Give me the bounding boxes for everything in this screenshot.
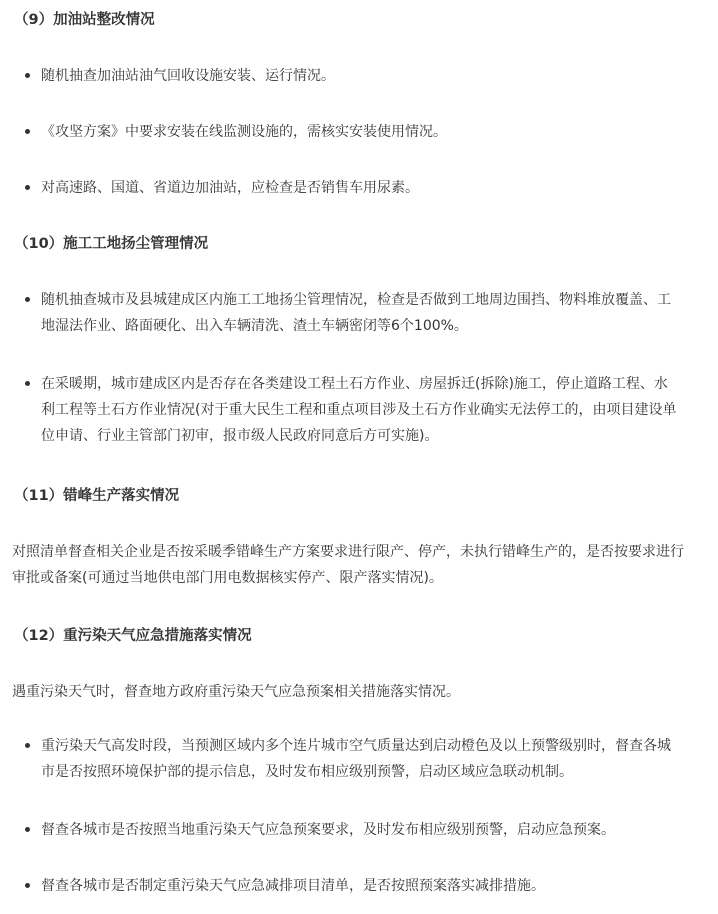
list-item: 随机抽查城市及县城建成区内施工工地扬尘管理情况，检查是否做到工地周边围挡、物料堆放覆盖、工地湿法作业、路面硬化、出入车辆清洗、渣土车辆密闭等6个100%。	[41, 292, 671, 334]
list-item: 重污染天气高发时段，当预测区域内多个连片城市空气质量达到启动橙色及以上预警级别时，督查各城市是否按照环境保护部的提示信息，及时发布相应级别预警，启动区域应急联动机制。	[41, 738, 671, 780]
bullet-dot	[25, 743, 30, 748]
section-heading-11: （11）错峰生产落实情况	[14, 488, 180, 504]
section-heading-10: （10）施工工地扬尘管理情况	[14, 236, 209, 252]
section-paragraph-11: 对照清单督查相关企业是否按采暖季错峰生产方案要求进行限产、停产，未执行错峰生产的，是否按要求进行审批或备案(可通过当地供电部门用电数据核实停产、限产落实情况)。	[12, 544, 684, 586]
bullet-dot	[25, 73, 30, 78]
list-item: 随机抽查加油站油气回收设施安装、运行情况。	[41, 68, 335, 84]
bullet-dot	[25, 827, 30, 832]
list-item: 在采暖期，城市建成区内是否存在各类建设工程土石方作业、房屋拆迁(拆除)施工，停止道路工程、水利工程等土石方作业情况(对于重大民生工程和重点项目涉及土石方作业确实无法停工的，由项目建设单位申请、行业主管部门初审，报市级人民政府同意后方可实施)。	[41, 376, 677, 444]
list-item: 督查各城市是否制定重污染天气应急减排项目清单，是否按照预案落实减排措施。	[41, 878, 545, 894]
list-item: 对高速路、国道、省道边加油站，应检查是否销售车用尿素。	[41, 180, 419, 196]
bullet-dot	[25, 297, 30, 302]
list-item: 《攻坚方案》中要求安装在线监测设施的，需核实安装使用情况。	[41, 124, 447, 140]
bullet-dot	[25, 381, 30, 386]
bullet-dot	[25, 185, 30, 190]
section-paragraph-12: 遇重污染天气时，督查地方政府重污染天气应急预案相关措施落实情况。	[12, 684, 460, 700]
bullet-dot	[25, 129, 30, 134]
section-heading-12: （12）重污染天气应急措施落实情况	[14, 628, 252, 644]
bullet-dot	[25, 883, 30, 888]
list-item: 督查各城市是否按照当地重污染天气应急预案要求，及时发布相应级别预警，启动应急预案。	[41, 822, 615, 838]
section-heading-9: （9）加油站整改情况	[14, 12, 155, 28]
